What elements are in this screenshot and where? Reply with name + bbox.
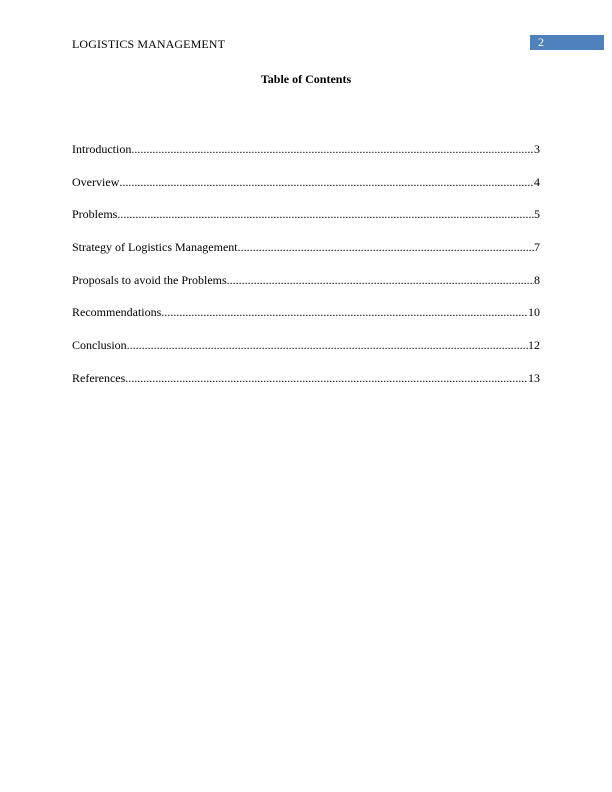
toc-entry-references[interactable] xyxy=(72,372,540,405)
toc-entry-page: 5 xyxy=(534,207,540,222)
page-number-badge xyxy=(530,35,604,50)
toc-entry-label: Strategy of Logistics Management xyxy=(72,240,238,255)
toc-entry-label: Proposals to avoid the Problems xyxy=(72,272,227,287)
page-number: 2 xyxy=(538,35,544,49)
toc-entry-introduction[interactable] xyxy=(72,143,540,176)
toc-entry-conclusion[interactable] xyxy=(72,339,540,372)
toc-entry-page: 10 xyxy=(528,305,540,320)
toc-leader-dots xyxy=(117,208,534,221)
toc-entry-page: 7 xyxy=(534,240,540,255)
toc-entry-recommendations[interactable] xyxy=(72,306,540,339)
toc-leader-dots xyxy=(227,274,534,287)
toc-entry-page: 4 xyxy=(534,174,540,189)
toc-title: Table of Contents xyxy=(260,72,352,86)
toc-leader-dots xyxy=(161,306,528,319)
toc-entry-page: 12 xyxy=(528,338,540,353)
toc-entry-problems[interactable] xyxy=(72,208,540,241)
toc-leader-dots xyxy=(125,372,528,385)
toc-entry-strategy[interactable] xyxy=(72,241,540,274)
toc-leader-dots xyxy=(119,176,534,189)
toc-entry-proposals[interactable] xyxy=(72,274,540,307)
table-of-contents xyxy=(72,143,540,405)
toc-entry-label: Introduction xyxy=(72,142,132,156)
toc-entry-label: Problems xyxy=(72,207,118,222)
toc-leader-dots xyxy=(238,241,534,254)
running-head-title: LOGISTICS MANAGEMENT xyxy=(72,37,225,51)
toc-entry-page: 8 xyxy=(534,272,540,287)
toc-entry-page: 3 xyxy=(534,142,540,156)
toc-leader-dots xyxy=(131,143,534,156)
toc-entry-label: Recommendations xyxy=(72,305,162,320)
toc-entry-page: 13 xyxy=(528,370,540,385)
toc-leader-dots xyxy=(127,339,528,352)
toc-entry-overview[interactable] xyxy=(72,176,540,209)
toc-entry-label: Overview xyxy=(72,174,120,189)
toc-entry-label: Conclusion xyxy=(72,338,127,353)
toc-entry-label: References xyxy=(72,370,126,385)
